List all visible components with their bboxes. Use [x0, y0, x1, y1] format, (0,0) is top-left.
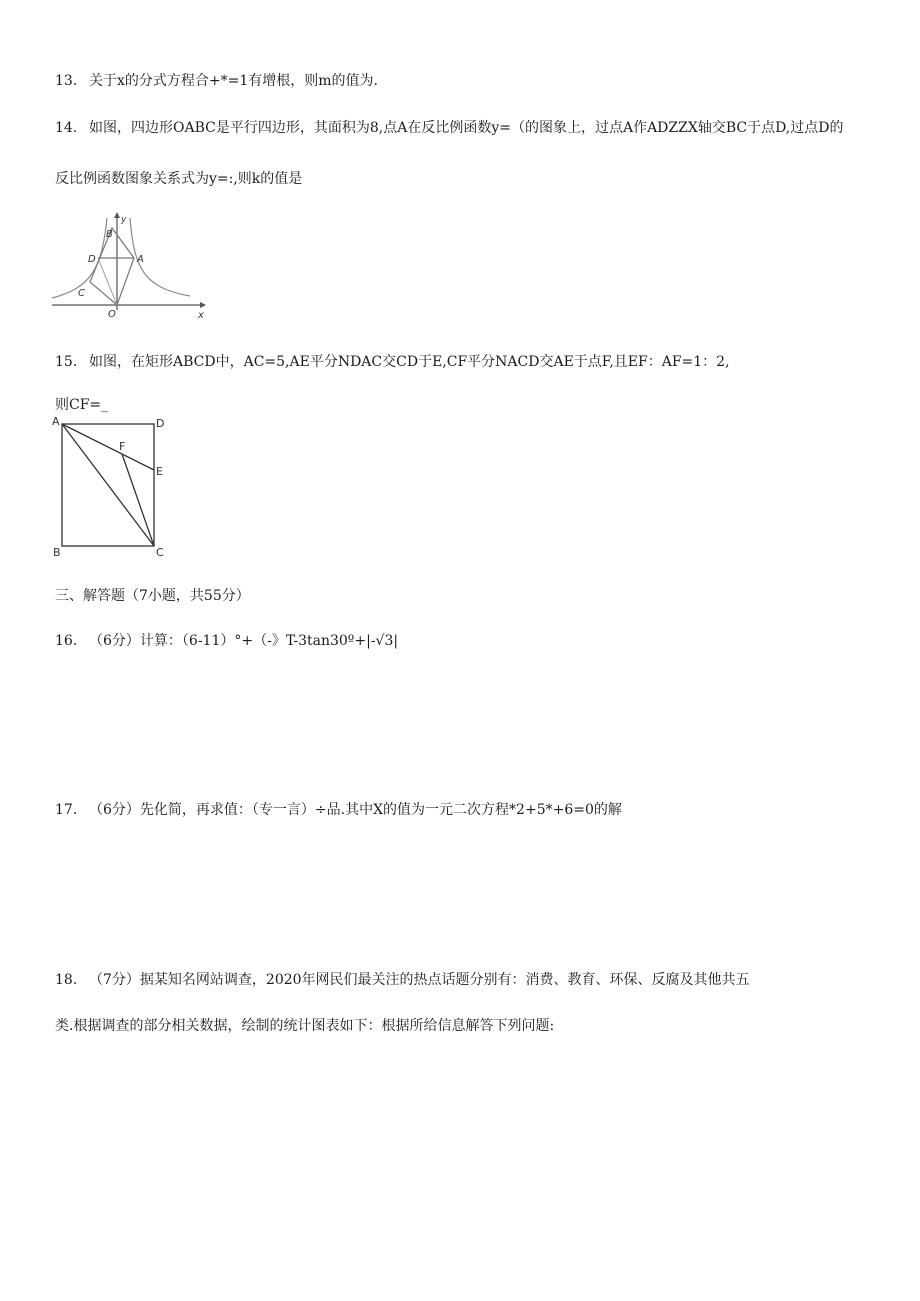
question-text: 如图，四边形OABC是平行四边形，其面积为8,点A在反比例函数y=（的图象上，过点A作ADZZX轴交BC于点D,过点D的: [89, 120, 844, 136]
question-text: （7分）据某知名网站调查，2020年网民们最关注的热点话题分别有：消费、教育、环保、反腐及其他共五: [89, 972, 750, 988]
question-14-line-2: 反比例函数图象关系式为y=:,则k的值是: [55, 171, 303, 187]
label-o: O: [108, 309, 116, 320]
label-c: C: [156, 546, 164, 559]
question-15-line-2: 则CF=_: [55, 397, 109, 413]
question-text: 关于x的分式方程合+*=1有增根，则m的值为.: [89, 73, 378, 89]
segment-do: [98, 258, 117, 305]
question-18-line-1: [55, 971, 750, 989]
segment-ae: [62, 424, 154, 470]
question-number: 13.: [55, 73, 78, 89]
question-number: 14.: [55, 120, 78, 136]
label-y: y: [121, 215, 127, 225]
label-e: E: [156, 465, 163, 478]
y-axis-arrow: [114, 212, 120, 218]
q14-figure: [50, 210, 210, 320]
question-number: 16.: [55, 633, 78, 649]
x-axis-arrow: [200, 302, 206, 308]
label-d: D: [156, 417, 165, 430]
question-number: 18.: [55, 972, 78, 988]
question-18-line-2: 类.根据调查的部分相关数据，绘制的统计图表如下：根据所给信息解答下列问题:: [55, 1018, 555, 1034]
label-a: A: [137, 254, 144, 265]
q15-figure: [50, 412, 175, 562]
question-17: [55, 801, 622, 819]
question-number: 15.: [55, 354, 78, 370]
label-b: B: [53, 546, 61, 559]
question-16: [55, 632, 398, 650]
label-d: D: [88, 254, 96, 265]
label-c: C: [78, 288, 85, 299]
question-15-line-1: [55, 353, 730, 371]
label-x: x: [198, 310, 204, 320]
question-13: [55, 72, 378, 90]
label-a: A: [52, 415, 60, 428]
section-3-heading: 三、解答题（7小题，共55分）: [55, 588, 250, 604]
question-number: 17.: [55, 802, 78, 818]
label-f: F: [119, 440, 126, 453]
question-text: （6分）先化简，再求值：（专一言）÷品.其中X的值为一元二次方程*2+5*+6=0的解: [89, 802, 622, 818]
label-b: B: [106, 229, 113, 240]
diagonal-ac: [62, 424, 154, 546]
question-text: 如图，在矩形ABCD中，AC=5,AE平分NDAC交CD于E,CF平分NACD交AE于点F,且EF：AF=1：2,: [89, 354, 730, 370]
question-14-line-1: [55, 119, 843, 137]
question-text: （6分）计算：（6-11）°+（-》T-3tan30º+|-√3|: [89, 633, 399, 649]
